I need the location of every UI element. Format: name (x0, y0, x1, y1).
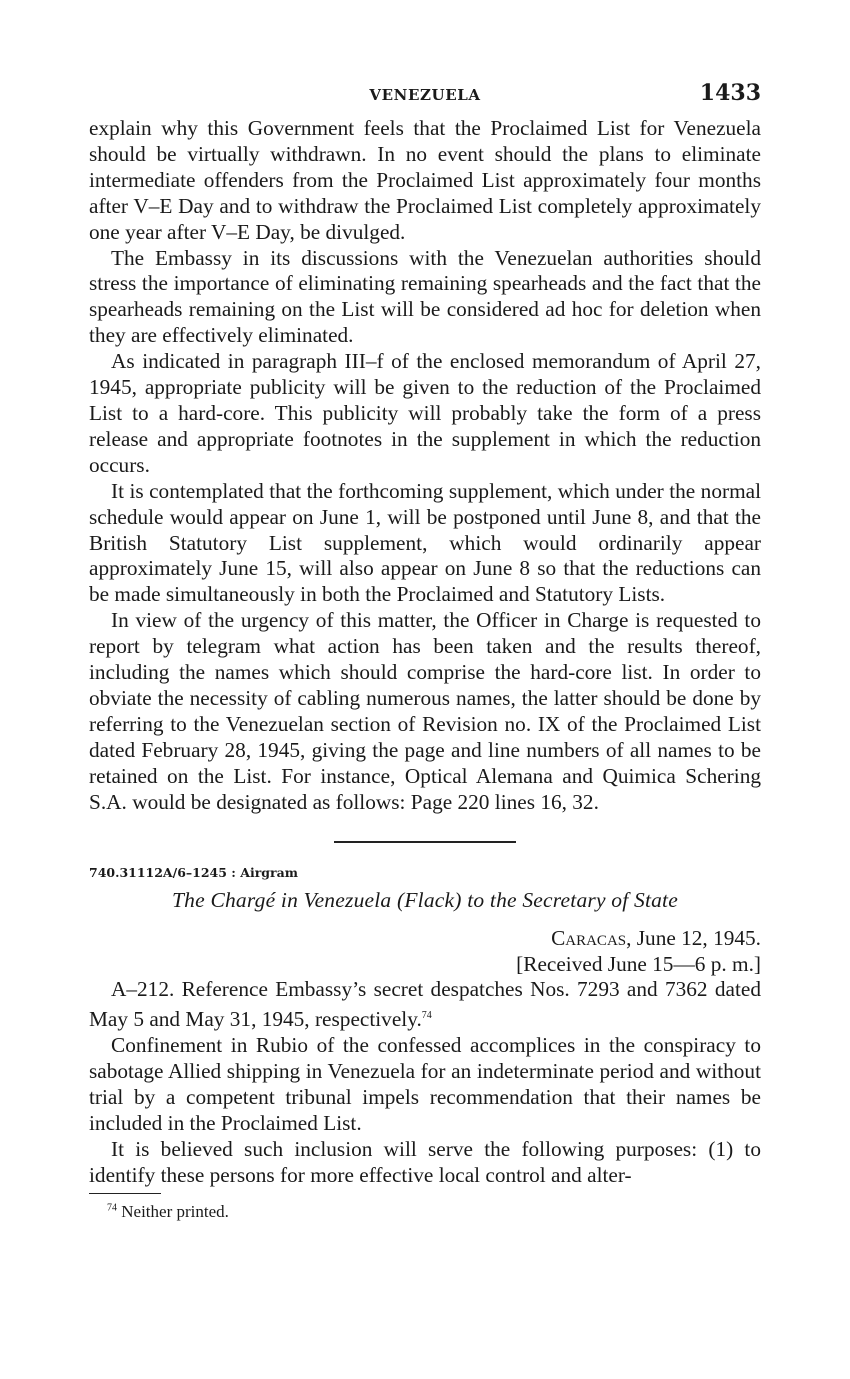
received-line: [Received June 15—6 p. m.] (516, 952, 761, 977)
paragraph-publicity: As indicated in paragraph III–f of the enclosed memorandum of April 27, 1945, appropriate publicity will be given to the reduction of the Proclaimed List to a hard-core. This publicity will probably take the form of a press release and appropriate footnotes in the supplement in which the reduction occurs. (89, 349, 761, 477)
running-head: VENEZUELA (369, 86, 481, 104)
document-page (89, 80, 761, 1222)
section-divider (334, 841, 516, 843)
footnote-marker: 74 (107, 1202, 117, 1214)
footnote-reference: 74 (421, 1010, 432, 1022)
paragraph-confinement: Confinement in Rubio of the confessed accomplices in the conspiracy to sabotage Allied shipping in Venezuela for an indeterminate period and without trial by a competent tribunal impels recommendation that their names be included in the Proclaimed List. (89, 1033, 761, 1136)
paragraph-supplement: It is contemplated that the forthcoming supplement, which under the normal schedule would appear on June 1, will be postponed until June 8, and that the British Statutory List supplement, which would ordinarily appear approximately June 15, will also appear on June 8 so that the reductions can be made simultaneously in both the Proclaimed and Statutory Lists. (89, 478, 761, 607)
page-header (89, 80, 761, 116)
document-file-reference: 740.31112A/6–1245 : Airgram (89, 865, 298, 881)
reference-text: A–212. Reference Embassy’s secret despatches Nos. 7293 and 7362 dated May 5 and May 31, 1945, respectively. (89, 977, 761, 1032)
page-number: 1433 (699, 80, 761, 106)
footnote-divider (89, 1193, 161, 1194)
footnote-text: Neither printed. (121, 1201, 229, 1221)
paragraph-continued: explain why this Government feels that the Proclaimed List for Venezuela should be virtually withdrawn. In no event should the plans to eliminate intermediate offenders from the Proclaimed List approximately four months after V–E Day and to withdraw the Proclaimed List completely approximately one year after V–E Day, be divulged. (89, 116, 761, 244)
paragraph-urgency: In view of the urgency of this matter, the Officer in Charge is requested to report by telegram what action has been taken and the results thereof, including the names which should comprise the hard-core list. In order to obviate the necessity of cabling numerous names, the latter should be done by referring to the Venezuelan section of Revision no. IX of the Proclaimed List dated February 28, 1945, giving the page and line numbers of all names to be retained on the List. For instance, Optical Alemana and Quimica Schering S.A. would be designated as follows: Page 220 lines 16, 32. (89, 608, 761, 814)
dateline-date: , June 12, 1945. (626, 926, 761, 951)
paragraph-spearheads: The Embassy in its discussions with the Venezuelan authorities should stress the importance of eliminating remaining spearheads and the fact that the spearheads remaining on the List will be considered ad hoc for deletion when they are effectively eliminated. (89, 245, 761, 348)
dateline (89, 925, 761, 951)
document-title: The Chargé in Venezuela (Flack) to the Secretary of State (172, 888, 678, 913)
paragraph-reference (89, 977, 761, 1033)
paragraph-purposes: It is believed such inclusion will serve the following purposes: (1) to identify these persons for more effective local control and alter- (89, 1137, 761, 1187)
footnote (107, 1202, 761, 1222)
dateline-city: Caracas (551, 926, 627, 951)
